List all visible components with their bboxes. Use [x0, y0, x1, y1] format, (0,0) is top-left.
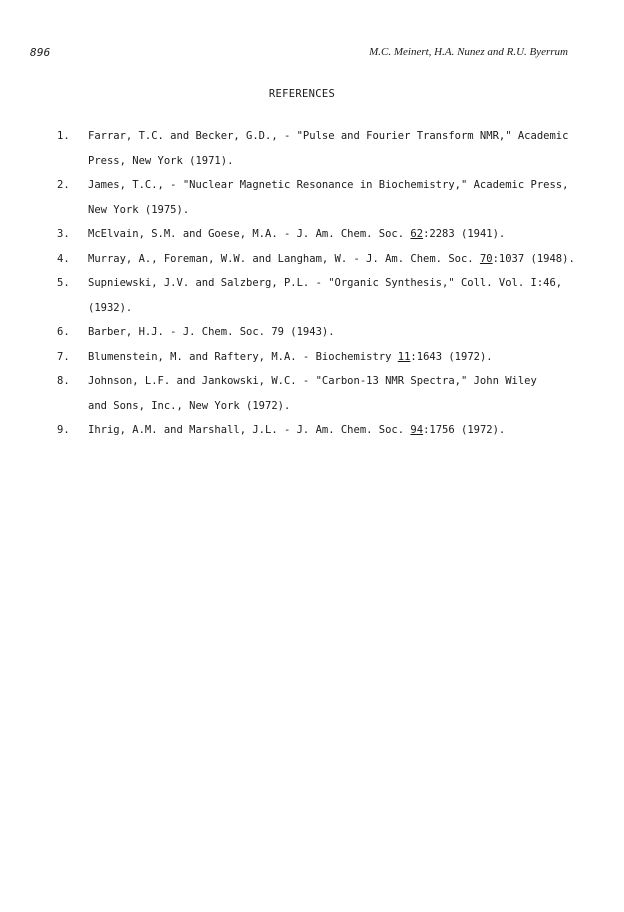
volume-number: 94 — [410, 424, 424, 436]
reference-number: 4. — [57, 252, 70, 265]
reference-text-line: Johnson, L.F. and Jankowski, W.C. - "Carbon-13 NMR Spectra," John Wiley — [88, 375, 537, 387]
reference-number: 2. — [57, 179, 70, 191]
reference-item — [57, 320, 577, 345]
volume-number: 11 — [397, 350, 411, 363]
page-number: 896 — [30, 46, 51, 59]
reference-list — [57, 124, 577, 443]
section-title: REFERENCES — [268, 88, 336, 100]
reference-text-line: Press, New York (1971). — [88, 154, 234, 167]
running-head-authors: M.C. Meinert, H.A. Nunez and R.U. Byerrum — [369, 46, 568, 58]
reference-item — [57, 124, 577, 173]
reference-item — [57, 222, 577, 247]
reference-text-line: Farrar, T.C. and Becker, G.D., - "Pulse and Fourier Transform NMR," Academic — [88, 130, 569, 142]
reference-text-line: Barber, H.J. - J. Chem. Soc. 79 (1943). — [88, 326, 335, 338]
reference-text-line: New York (1975). — [88, 203, 190, 216]
reference-number: 3. — [57, 228, 70, 240]
volume-number: 70 — [479, 252, 493, 265]
reference-item — [57, 247, 577, 272]
reference-text-line: Blumenstein, M. and Raftery, M.A. - Biochemistry 11:1643 (1972). — [88, 350, 493, 363]
reference-text-line: (1932). — [88, 301, 133, 314]
reference-item — [57, 418, 577, 443]
reference-text-line: and Sons, Inc., New York (1972). — [88, 399, 291, 412]
reference-number: 7. — [57, 350, 70, 363]
reference-item — [57, 271, 577, 320]
reference-number: 8. — [57, 375, 70, 387]
reference-text-line: Ihrig, A.M. and Marshall, J.L. - J. Am. Chem. Soc. 94:1756 (1972). — [88, 424, 506, 436]
reference-item — [57, 345, 577, 370]
reference-number: 9. — [57, 424, 70, 436]
reference-number: 1. — [57, 130, 70, 142]
volume-number: 62 — [410, 228, 424, 240]
reference-item — [57, 369, 577, 418]
reference-number: 6. — [57, 326, 70, 338]
reference-item — [57, 173, 577, 222]
reference-text-line: McElvain, S.M. and Goese, M.A. - J. Am. Chem. Soc. 62:2283 (1941). — [88, 228, 506, 240]
reference-text-line: Supniewski, J.V. and Salzberg, P.L. - "Organic Synthesis," Coll. Vol. I:46, — [88, 277, 563, 289]
reference-text-line: Murray, A., Foreman, W.W. and Langham, W. - J. Am. Chem. Soc. 70:1037 (1948). — [88, 252, 575, 265]
reference-text-line: James, T.C., - "Nuclear Magnetic Resonance in Biochemistry," Academic Press, — [88, 179, 569, 191]
reference-number: 5. — [57, 277, 70, 289]
